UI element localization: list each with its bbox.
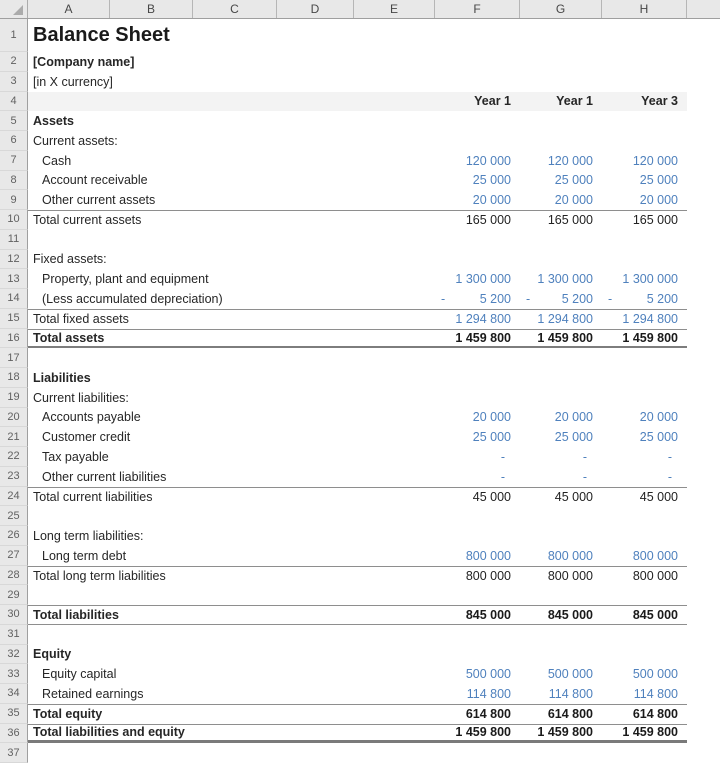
row-content [28,348,687,368]
row-number[interactable]: 15 [0,309,28,329]
row-number[interactable]: 20 [0,408,28,428]
empty-cell[interactable] [687,526,720,546]
row-number[interactable]: 2 [0,52,28,72]
row-number[interactable]: 24 [0,487,28,507]
row-label-cell[interactable]: Other current liabilities [42,469,167,484]
row-label-cell[interactable]: Account receivable [42,173,148,188]
row-label-cell[interactable]: Accounts payable [42,410,141,425]
row-number[interactable]: 30 [0,605,28,625]
value-cell[interactable]: 1 300 000 [622,272,678,287]
row-label-cell[interactable]: Total current liabilities [33,489,153,504]
value-cell[interactable]: 800 000 [632,548,678,563]
sheet-row [0,368,720,388]
sheet-row [0,72,720,92]
value-cell[interactable]: 20 000 [639,410,678,425]
row-label-cell[interactable]: Long term debt [42,548,127,563]
value-cell[interactable]: 20 000 [472,193,511,208]
row-content [28,664,687,684]
value-cell[interactable]: 1 459 800 [622,330,678,345]
row-label-cell[interactable] [28,230,435,250]
row-label-cell[interactable]: Total fixed assets [33,312,129,327]
empty-cell[interactable] [687,566,720,586]
row-content [28,408,687,428]
sheet-row [0,309,720,329]
row-label-cell[interactable]: Current liabilities: [33,390,129,405]
sheet-row [0,289,720,309]
row-number[interactable]: 16 [0,329,28,349]
row-label-cell[interactable]: Total long term liabilities [33,568,166,583]
value-cell[interactable]: 114 800 [548,686,593,701]
value-cell[interactable]: 25 000 [639,430,678,445]
row-content [28,388,687,408]
minus-sign: - [441,291,446,306]
empty-cell[interactable] [687,368,720,388]
value-cell[interactable]: 120 000 [632,153,678,168]
row-content [28,250,687,270]
row-number[interactable]: 5 [0,111,28,131]
value-cell[interactable]: 20 000 [639,193,678,208]
sheet-row [0,19,720,52]
row-label-cell[interactable]: Total equity [33,707,103,722]
empty-cell[interactable] [687,230,720,250]
empty-cell[interactable] [687,269,720,289]
row-number[interactable]: 18 [0,368,28,388]
empty-cell[interactable] [687,309,720,329]
row-number[interactable]: 36 [0,724,28,744]
value-cell[interactable]: 45 000 [639,489,678,504]
empty-cell[interactable] [687,131,720,151]
row-label-cell[interactable]: Total liabilities [33,607,119,622]
value-cell[interactable]: 614 800 [465,707,511,722]
value-cell[interactable]: Year 1 [556,94,593,109]
value-cell[interactable]: 20 000 [472,410,511,425]
sheet-row [0,151,720,171]
value-cell[interactable]: - [500,469,505,484]
empty-cell[interactable] [687,388,720,408]
empty-cell[interactable] [687,724,720,744]
value-cell[interactable]: 25 000 [472,173,511,188]
value-cell[interactable]: 614 800 [547,707,593,722]
sheet-row [0,408,720,428]
value-cell[interactable] [435,289,520,309]
select-all-triangle-icon [13,5,23,15]
value-cell[interactable]: 120 000 [547,153,593,168]
row-content [28,684,687,704]
value-cell[interactable]: 25 000 [554,430,593,445]
empty-cell[interactable] [687,210,720,230]
row-content [28,309,687,329]
sheet-row [0,447,720,467]
row-content [28,210,687,230]
value-cell[interactable]: 1 294 800 [537,312,593,327]
sheet-row [0,585,720,605]
column-header-f[interactable]: F [435,0,520,18]
row-label-cell[interactable]: Total liabilities and equity [33,725,185,740]
column-header-c[interactable]: C [193,0,277,18]
value-cell[interactable]: 20 000 [554,410,593,425]
value-cell[interactable]: 500 000 [632,667,678,682]
sheet-row [0,467,720,487]
value-cell[interactable]: 800 000 [465,548,511,563]
sheet-row [0,427,720,447]
column-header-h[interactable]: H [602,0,687,18]
sheet-row [0,269,720,289]
empty-cell[interactable] [687,447,720,467]
value-cell[interactable]: 1 294 800 [622,312,678,327]
empty-cell[interactable] [687,487,720,507]
row-content [28,645,687,665]
empty-cell[interactable] [687,467,720,487]
row-label-cell[interactable]: Assets [33,114,74,129]
sheet-row [0,250,720,270]
sheet-row [0,526,720,546]
minus-sign: - [608,291,613,306]
empty-cell[interactable] [687,625,720,645]
empty-cell[interactable] [687,585,720,605]
row-number[interactable]: 28 [0,566,28,586]
row-number[interactable]: 21 [0,427,28,447]
row-content [28,289,687,309]
row-content [28,447,687,467]
sheet-row [0,92,720,112]
row-content [28,151,687,171]
empty-cell[interactable] [687,684,720,704]
cell-value: 5 200 [561,291,593,306]
row-label-cell[interactable]: Retained earnings [42,686,144,701]
empty-cell[interactable] [687,645,720,665]
value-cell[interactable]: 1 300 000 [537,272,593,287]
empty-cell[interactable] [687,704,720,724]
row-label-cell[interactable] [28,92,435,112]
column-header-g[interactable]: G [520,0,602,18]
row-label-cell[interactable]: Total current assets [33,213,142,228]
row-number[interactable]: 33 [0,664,28,684]
row-number[interactable]: 17 [0,348,28,368]
row-number[interactable]: 10 [0,210,28,230]
row-number[interactable]: 34 [0,684,28,704]
row-number[interactable]: 25 [0,506,28,526]
row-number[interactable]: 35 [0,704,28,724]
sheet-row [0,704,720,724]
empty-cell[interactable] [687,250,720,270]
row-number[interactable]: 29 [0,585,28,605]
empty-cell[interactable] [687,171,720,191]
row-content [28,724,687,744]
empty-cell[interactable] [687,743,720,763]
value-cell[interactable]: 1 300 000 [455,272,511,287]
row-number[interactable]: 22 [0,447,28,467]
row-number[interactable]: 9 [0,190,28,210]
row-label-cell[interactable] [28,585,435,605]
sheet-row [0,487,720,507]
value-cell[interactable]: - [667,449,672,464]
row-label-cell[interactable]: Long term liabilities: [33,528,144,543]
empty-cell[interactable] [687,111,720,131]
row-label-cell[interactable]: Property, plant and equipment [42,272,209,287]
value-cell[interactable]: 800 000 [547,548,593,563]
row-content [28,585,687,605]
value-cell[interactable]: Year 1 [474,94,511,109]
row-content [28,368,687,388]
row-label-cell[interactable] [28,625,435,645]
value-cell[interactable]: 845 000 [547,607,593,622]
row-content [28,72,687,92]
empty-cell[interactable] [687,289,720,309]
row-label-cell[interactable] [28,348,435,368]
value-cell[interactable]: 165 000 [632,213,678,228]
column-header-partial[interactable] [687,0,720,18]
sheet-row [0,210,720,230]
empty-cell[interactable] [687,408,720,428]
cell-value: 5 200 [646,291,678,306]
value-cell[interactable]: 45 000 [554,489,593,504]
select-all-corner[interactable] [0,0,28,18]
empty-cell[interactable] [687,348,720,368]
value-cell[interactable]: - [582,469,587,484]
value-cell[interactable] [602,289,687,309]
row-number[interactable]: 27 [0,546,28,566]
sheet-row [0,171,720,191]
sheet-row [0,625,720,645]
empty-cell[interactable] [687,605,720,625]
row-label-cell[interactable]: Equity [33,647,72,662]
value-cell[interactable]: - [500,449,505,464]
row-number[interactable]: 31 [0,625,28,645]
empty-cell[interactable] [687,546,720,566]
value-cell[interactable]: 845 000 [465,607,511,622]
value-cell[interactable]: 20 000 [554,193,593,208]
row-content [28,230,687,250]
column-header-b[interactable]: B [110,0,193,18]
row-number[interactable]: 8 [0,171,28,191]
value-cell[interactable]: 845 000 [632,607,678,622]
row-label-cell[interactable]: Equity capital [42,667,117,682]
row-number[interactable]: 1 [0,19,28,52]
value-cell[interactable]: 500 000 [547,667,593,682]
value-cell[interactable]: 800 000 [632,568,678,583]
value-cell[interactable]: 25 000 [554,173,593,188]
grid-body [0,19,720,763]
row-content [28,487,687,507]
row-label-cell[interactable]: Total assets [33,330,105,345]
sheet-row [0,190,720,210]
row-content [28,625,687,645]
row-content [28,92,687,112]
row-number[interactable]: 3 [0,72,28,92]
row-label-cell[interactable]: Other current assets [42,193,156,208]
value-cell[interactable] [520,289,602,309]
row-label-cell[interactable]: Fixed assets: [33,252,107,267]
value-cell[interactable]: 120 000 [465,153,511,168]
empty-cell[interactable] [687,19,720,52]
sheet-row [0,52,720,72]
empty-cell[interactable] [687,506,720,526]
row-content [28,190,687,210]
value-cell[interactable]: 45 000 [472,489,511,504]
empty-cell[interactable] [687,151,720,171]
sheet-row [0,724,720,744]
value-cell[interactable]: 25 000 [639,173,678,188]
column-headers-row [0,0,720,19]
value-cell[interactable]: 614 800 [632,707,678,722]
row-content [28,52,687,72]
value-cell[interactable]: 114 800 [466,686,511,701]
row-content [28,131,687,151]
row-label-cell[interactable] [28,743,435,763]
empty-cell[interactable] [687,72,720,92]
value-cell[interactable]: 1 459 800 [455,725,511,740]
row-number[interactable]: 19 [0,388,28,408]
sheet-row [0,329,720,349]
value-cell[interactable]: 25 000 [472,430,511,445]
sheet-row [0,645,720,665]
value-cell[interactable]: 1 459 800 [537,330,593,345]
value-cell[interactable]: - [667,469,672,484]
row-content [28,605,687,625]
value-cell[interactable]: 500 000 [465,667,511,682]
row-number[interactable]: 12 [0,250,28,270]
value-cell[interactable]: 1 459 800 [455,330,511,345]
row-label-cell[interactable]: Current assets: [33,133,118,148]
row-label-cell[interactable]: [in X currency] [33,74,113,89]
row-label-cell[interactable]: (Less accumulated depreciation) [42,291,223,306]
row-content [28,329,687,349]
value-cell[interactable]: 165 000 [465,213,511,228]
row-content [28,566,687,586]
row-content [28,19,687,52]
minus-sign: - [526,291,531,306]
empty-cell[interactable] [687,329,720,349]
value-cell[interactable]: 800 000 [465,568,511,583]
row-content [28,546,687,566]
sheet-row [0,664,720,684]
sheet-row [0,546,720,566]
row-label-cell[interactable]: [Company name] [33,54,135,69]
row-label-cell[interactable]: Liabilities [33,370,91,385]
sheet-row [0,388,720,408]
row-content [28,506,687,526]
row-label-cell[interactable]: Cash [42,153,72,168]
sheet-title[interactable]: Balance Sheet [33,24,170,46]
sheet-row [0,111,720,131]
value-cell[interactable]: 800 000 [547,568,593,583]
sheet-row [0,743,720,763]
row-label-cell[interactable]: Customer credit [42,430,131,445]
cell-value: 5 200 [479,291,511,306]
value-cell[interactable]: 165 000 [547,213,593,228]
sheet-row [0,131,720,151]
row-content [28,704,687,724]
row-number[interactable]: 32 [0,645,28,665]
row-number[interactable]: 13 [0,269,28,289]
value-cell[interactable]: 1 459 800 [537,725,593,740]
sheet-row [0,348,720,368]
row-number[interactable]: 14 [0,289,28,309]
row-number[interactable]: 11 [0,230,28,250]
row-label-cell[interactable] [28,506,435,526]
row-content [28,526,687,546]
empty-cell[interactable] [687,664,720,684]
empty-cell[interactable] [687,52,720,72]
sheet-row [0,230,720,250]
column-header-a[interactable]: A [28,0,110,18]
value-cell[interactable]: 1 459 800 [622,725,678,740]
row-content [28,467,687,487]
row-content [28,171,687,191]
row-number[interactable]: 26 [0,526,28,546]
sheet-row [0,605,720,625]
empty-cell[interactable] [687,190,720,210]
row-content [28,427,687,447]
row-content [28,269,687,289]
sheet-row [0,566,720,586]
sheet-row [0,506,720,526]
row-number[interactable]: 23 [0,467,28,487]
row-number[interactable]: 6 [0,131,28,151]
row-number[interactable]: 7 [0,151,28,171]
value-cell[interactable]: 114 800 [633,686,678,701]
row-number[interactable]: 4 [0,92,28,112]
empty-cell[interactable] [687,427,720,447]
empty-cell[interactable] [687,92,720,112]
column-header-d[interactable]: D [277,0,354,18]
value-cell[interactable]: Year 3 [641,94,678,109]
row-number[interactable]: 37 [0,743,28,763]
row-label-cell[interactable]: Tax payable [42,449,109,464]
column-header-e[interactable]: E [354,0,435,18]
value-cell[interactable]: - [582,449,587,464]
sheet-row [0,684,720,704]
row-content [28,743,687,763]
value-cell[interactable]: 1 294 800 [455,312,511,327]
row-content [28,111,687,131]
